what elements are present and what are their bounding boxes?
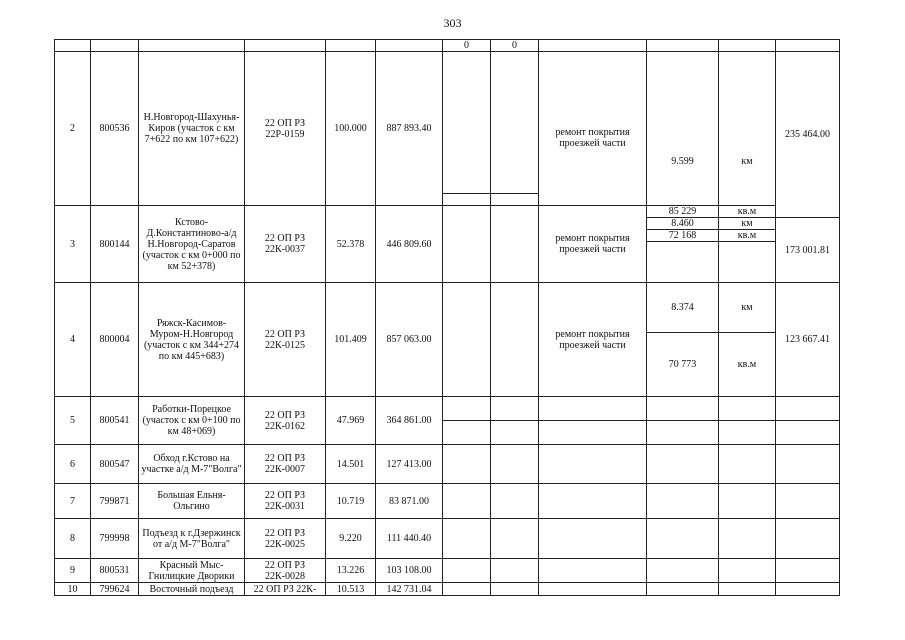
road-length: 101.409	[326, 283, 376, 397]
road-length: 100.000	[326, 52, 376, 206]
road-id: 22 ОП РЗ 22К-	[245, 583, 326, 596]
empty-cell	[719, 397, 776, 421]
header-cell	[326, 40, 376, 52]
empty-cell	[443, 194, 491, 206]
row-number: 3	[55, 206, 91, 283]
empty-cell	[443, 206, 491, 283]
table-row	[55, 283, 840, 333]
header-cell	[776, 40, 840, 52]
table-row	[55, 484, 840, 519]
table-row	[55, 583, 840, 596]
empty-cell	[719, 519, 776, 559]
empty-cell	[491, 583, 539, 596]
empty-cell	[539, 519, 647, 559]
road-code: 800547	[91, 445, 139, 484]
row-number: 5	[55, 397, 91, 445]
road-id: 22 ОП РЗ 22К-0125	[245, 283, 326, 397]
volume-sqm: 70 773	[647, 333, 719, 397]
empty-cell	[776, 583, 840, 596]
road-name: Кстово-Д.Константиново-а/д Н.Новгород-Саратов (участок с км 0+000 по км 52+378)	[139, 206, 245, 283]
road-length: 52.378	[326, 206, 376, 283]
road-length: 9.220	[326, 519, 376, 559]
empty-cell	[491, 421, 539, 445]
empty-cell	[491, 445, 539, 484]
empty-cell	[647, 559, 719, 583]
empty-cell	[491, 52, 539, 194]
empty-cell	[443, 421, 491, 445]
volume-km: 8.374	[647, 283, 719, 333]
empty-cell	[647, 397, 719, 421]
header-cell	[245, 40, 326, 52]
road-length: 10.513	[326, 583, 376, 596]
road-code: 800536	[91, 52, 139, 206]
empty-cell	[776, 397, 840, 421]
table-subrow	[55, 206, 840, 218]
empty-cell	[647, 421, 719, 445]
road-length: 47.969	[326, 397, 376, 445]
road-id: 22 ОП РЗ 22К-0007	[245, 445, 326, 484]
road-code: 799998	[91, 519, 139, 559]
header-row	[55, 40, 840, 52]
road-length: 14.501	[326, 445, 376, 484]
road-name: Восточный подъезд	[139, 583, 245, 596]
empty-cell	[647, 583, 719, 596]
unit-km: км	[719, 218, 776, 230]
row-number: 4	[55, 283, 91, 397]
empty-cell	[647, 242, 719, 283]
row-number: 7	[55, 484, 91, 519]
road-id: 22 ОП РЗ 22К-0031	[245, 484, 326, 519]
unit-km: км	[719, 52, 776, 206]
empty-cell	[539, 484, 647, 519]
empty-cell	[776, 421, 840, 445]
road-cost: 127 413.00	[376, 445, 443, 484]
road-code: 800004	[91, 283, 139, 397]
empty-cell	[539, 559, 647, 583]
empty-cell	[719, 445, 776, 484]
table-row	[55, 559, 840, 583]
unit-sqm: кв.м	[719, 206, 776, 218]
empty-cell	[647, 519, 719, 559]
empty-cell	[647, 484, 719, 519]
volume-km: 8.460	[647, 218, 719, 230]
header-cell	[55, 40, 91, 52]
empty-cell	[443, 445, 491, 484]
row-number: 8	[55, 519, 91, 559]
row-number: 6	[55, 445, 91, 484]
empty-cell	[443, 559, 491, 583]
work-type: ремонт покрытия проезжей части	[539, 283, 647, 397]
page-number: 303	[443, 16, 462, 30]
empty-cell	[776, 484, 840, 519]
empty-cell	[776, 559, 840, 583]
volume-sqm: 85 229	[647, 206, 719, 218]
road-cost: 364 861.00	[376, 397, 443, 445]
road-id: 22 ОП РЗ 22Р-0159	[245, 52, 326, 206]
road-name: Н.Новгород-Шахунья-Киров (участок с км 7+622 по км 107+622)	[139, 52, 245, 206]
road-cost: 857 063.00	[376, 283, 443, 397]
empty-cell	[719, 559, 776, 583]
volume-km: 9.599	[647, 52, 719, 206]
unit-km: км	[719, 283, 776, 333]
row-total: 123 667.41	[776, 283, 840, 397]
empty-cell	[491, 206, 539, 283]
empty-cell	[443, 283, 491, 397]
road-code: 800541	[91, 397, 139, 445]
work-type: ремонт покрытия проезжей части	[539, 52, 647, 206]
road-name: Красный Мыс-Гнилицкие Дворики	[139, 559, 245, 583]
table-row	[55, 445, 840, 484]
road-cost: 111 440.40	[376, 519, 443, 559]
roads-table	[54, 39, 840, 596]
road-code: 799871	[91, 484, 139, 519]
road-code: 800144	[91, 206, 139, 283]
empty-cell	[539, 397, 647, 421]
header-cell: 0	[443, 40, 491, 52]
table-row	[55, 397, 840, 421]
road-name: Работки-Порецкое (участок с км 0+100 по км 48+069)	[139, 397, 245, 445]
header-cell	[376, 40, 443, 52]
empty-cell	[719, 242, 776, 283]
road-id: 22 ОП РЗ 22К-0025	[245, 519, 326, 559]
header-cell	[539, 40, 647, 52]
road-length: 13.226	[326, 559, 376, 583]
volume-sqm: 72 168	[647, 230, 719, 242]
road-name: Ряжск-Касимов-Муром-Н.Новгород (участок с км 344+274 по км 445+683)	[139, 283, 245, 397]
header-cell: 0	[491, 40, 539, 52]
empty-cell	[443, 583, 491, 596]
table-row	[55, 519, 840, 559]
empty-cell	[719, 484, 776, 519]
road-code: 800531	[91, 559, 139, 583]
road-cost: 142 731.04	[376, 583, 443, 596]
road-name: Обход г.Кстово на участке а/д М-7"Волга"	[139, 445, 245, 484]
empty-cell	[443, 52, 491, 194]
unit-sqm: кв.м	[719, 230, 776, 242]
road-id: 22 ОП РЗ 22К-0162	[245, 397, 326, 445]
empty-cell	[647, 445, 719, 484]
road-code: 799624	[91, 583, 139, 596]
empty-cell	[491, 283, 539, 397]
row-number: 10	[55, 583, 91, 596]
empty-cell	[776, 519, 840, 559]
header-cell	[647, 40, 719, 52]
empty-cell	[491, 519, 539, 559]
unit-sqm: кв.м	[719, 333, 776, 397]
road-name: Подъезд к г.Дзержинск от а/д М-7"Волга"	[139, 519, 245, 559]
empty-cell	[443, 519, 491, 559]
road-cost: 83 871.00	[376, 484, 443, 519]
road-length: 10.719	[326, 484, 376, 519]
row-total: 235 464.00	[776, 52, 840, 218]
empty-cell	[719, 583, 776, 596]
road-id: 22 ОП РЗ 22К-0037	[245, 206, 326, 283]
header-cell	[139, 40, 245, 52]
empty-cell	[491, 397, 539, 421]
empty-cell	[539, 583, 647, 596]
road-cost: 887 893.40	[376, 52, 443, 206]
road-cost: 446 809.60	[376, 206, 443, 283]
road-cost: 103 108.00	[376, 559, 443, 583]
row-number: 2	[55, 52, 91, 206]
work-type: ремонт покрытия проезжей части	[539, 206, 647, 283]
empty-cell	[491, 559, 539, 583]
empty-cell	[443, 484, 491, 519]
row-number: 9	[55, 559, 91, 583]
header-cell	[91, 40, 139, 52]
empty-cell	[443, 397, 491, 421]
header-cell	[719, 40, 776, 52]
row-total: 173 001.81	[776, 218, 840, 283]
empty-cell	[539, 445, 647, 484]
empty-cell	[776, 445, 840, 484]
empty-cell	[491, 484, 539, 519]
empty-cell	[491, 194, 539, 206]
empty-cell	[539, 421, 647, 445]
table-row	[55, 52, 840, 194]
road-name: Большая Ельня-Ольгино	[139, 484, 245, 519]
empty-cell	[719, 421, 776, 445]
road-id: 22 ОП РЗ 22К-0028	[245, 559, 326, 583]
